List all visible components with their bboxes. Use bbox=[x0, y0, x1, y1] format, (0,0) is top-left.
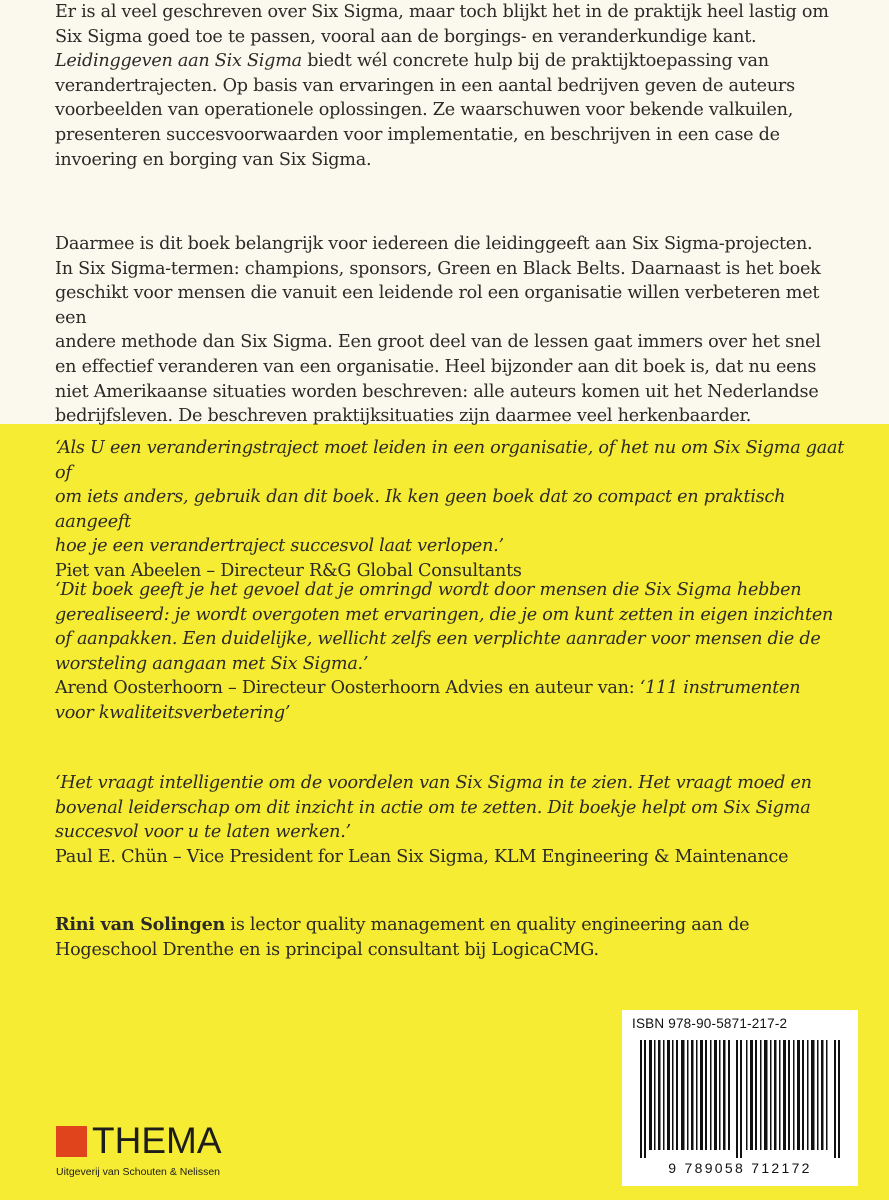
quote-line: ‘Als U een veranderingstraject moet leiden in een organisatie, of het nu om Six Sigma gaat of bbox=[55, 438, 845, 483]
author-bio bbox=[55, 913, 855, 962]
intro-line: Six Sigma goed toe te passen, vooral aan de borgings- en veranderkundige kant. bbox=[55, 26, 757, 47]
author-line: Hogeschool Drenthe en is principal consultant bij LogicaCMG. bbox=[55, 939, 599, 960]
audience-line: geschikt voor mensen die vanuit een leidende rol een organisatie willen verbeteren met een bbox=[55, 283, 820, 328]
audience-line: bedrijfsleven. De beschreven praktijksituaties zijn daarmee veel herkenbaarder. bbox=[55, 406, 752, 427]
cited-book-title-cont: voor kwaliteitsverbetering’ bbox=[55, 702, 291, 723]
logo-square-icon bbox=[56, 1126, 87, 1157]
intro-line: verandertrajecten. Op basis van ervaringen in een aantal bedrijven geven de auteurs bbox=[55, 75, 795, 96]
quote-attribution bbox=[55, 676, 855, 701]
intro-line bbox=[55, 49, 855, 74]
publisher-subtitle: Uitgeverij van Schouten & Nelissen bbox=[56, 1166, 221, 1178]
audience-line: niet Amerikaanse situaties worden beschreven: alle auteurs komen uit het Nederlandse bbox=[55, 381, 819, 402]
quote-line: om iets anders, gebruik dan dit boek. Ik ken geen boek dat zo compact en praktisch aangeeft bbox=[55, 487, 786, 532]
barcode-icon bbox=[640, 1040, 840, 1158]
audience-line: andere methode dan Six Sigma. Een groot deel van de lessen gaat immers over het snel bbox=[55, 332, 821, 353]
audience-line: en effectief veranderen van een organisatie. Heel bijzonder aan dit boek is, dat nu eens bbox=[55, 356, 817, 377]
isbn-label: ISBN 978-90-5871-217-2 bbox=[632, 1016, 788, 1031]
barcode-digits: 9 789058 712172 bbox=[668, 1160, 812, 1176]
quote-line: succesvol voor u te laten werken.’ bbox=[55, 822, 351, 843]
quote-block bbox=[55, 578, 855, 726]
quote-line: hoe je een verandertraject succesvol laat verlopen.’ bbox=[55, 536, 504, 557]
intro-line-rest: biedt wél concrete hulp bij de praktijktoepassing van bbox=[301, 51, 769, 72]
intro-line: invoering en borging van Six Sigma. bbox=[55, 149, 372, 170]
quote-block bbox=[55, 771, 855, 869]
barcode-box bbox=[622, 1010, 858, 1186]
attribution-text: Arend Oosterhoorn – Directeur Oosterhoorn Advies en auteur van: bbox=[55, 678, 640, 699]
intro-line: voorbeelden van operationele oplossingen. Ze waarschuwen voor bekende valkuilen, bbox=[55, 100, 794, 121]
quote-line: ‘Dit boek geeft je het gevoel dat je omringd wordt door mensen die Six Sigma hebben bbox=[55, 580, 802, 600]
audience-line: Daarmee is dit boek belangrijk voor iedereen die leidinggeeft aan Six Sigma-projecten. bbox=[55, 234, 813, 254]
book-title: Leidinggeven aan Six Sigma bbox=[55, 51, 302, 72]
quote-attribution: Piet van Abeelen – Directeur R&G Global Consultants bbox=[55, 560, 522, 581]
audience-paragraph bbox=[55, 232, 855, 429]
author-line bbox=[55, 913, 855, 938]
quote-line: worsteling aangaan met Six Sigma.’ bbox=[55, 653, 369, 674]
audience-line: In Six Sigma-termen: champions, sponsors, Green en Black Belts. Daarnaast is het boek bbox=[55, 258, 821, 279]
publisher-name: THEMA bbox=[92, 1120, 222, 1161]
intro-paragraph bbox=[55, 0, 855, 172]
quote-line: gerealiseerd: je wordt overgoten met ervaringen, die je om kunt zetten in eigen inzichten bbox=[55, 604, 834, 625]
cited-book-title: ‘111 instrumenten bbox=[639, 678, 801, 699]
author-line-rest: is lector quality management en quality engineering aan de bbox=[225, 915, 750, 935]
quote-attribution: Paul E. Chün – Vice President for Lean Six Sigma, KLM Engineering & Maintenance bbox=[55, 846, 789, 867]
intro-line: presenteren succesvoorwaarden voor implementatie, en beschrijven in een case de bbox=[55, 124, 780, 145]
author-name: Rini van Solingen bbox=[55, 914, 226, 935]
quote-line: bovenal leiderschap om dit inzicht in actie om te zetten. Dit boekje helpt om Six Sigma bbox=[55, 797, 811, 818]
quote-line: of aanpakken. Een duidelijke, wellicht zelfs een verplichte aanrader voor mensen die de bbox=[55, 629, 821, 650]
intro-line: Er is al veel geschreven over Six Sigma, maar toch blijkt het in de praktijk heel lastig om bbox=[55, 2, 829, 22]
quote-line: ‘Het vraagt intelligentie om de voordelen van Six Sigma in te zien. Het vraagt moed en bbox=[55, 773, 812, 793]
quote-block bbox=[55, 436, 855, 584]
